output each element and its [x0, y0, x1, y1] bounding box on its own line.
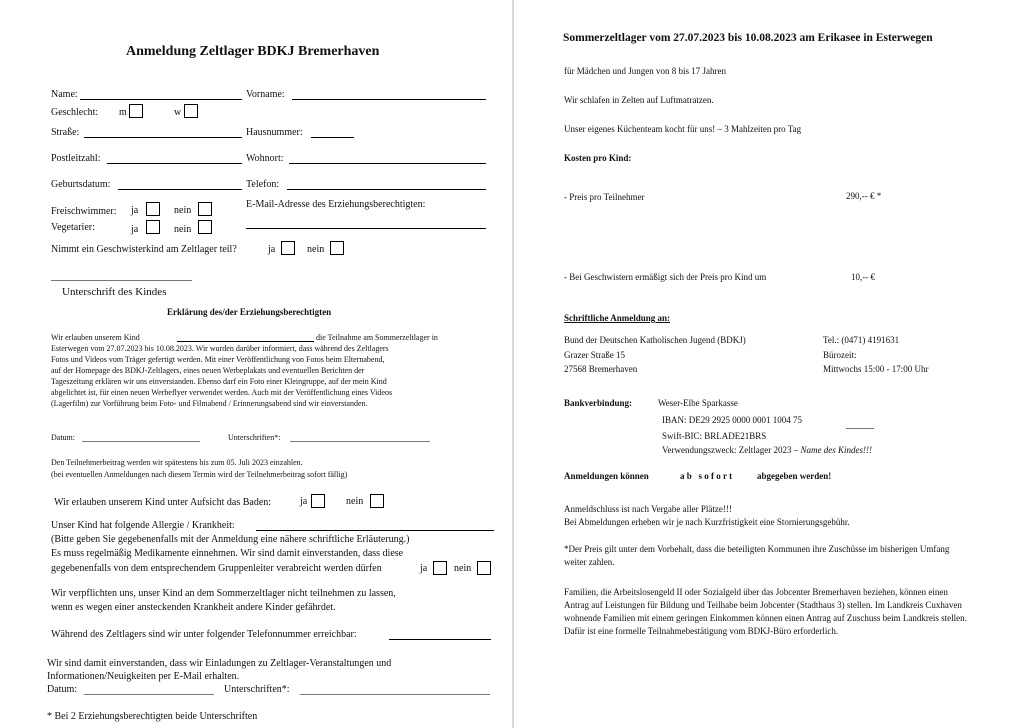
declaration-line: Fotos und Videos vom Träger gefertigt werden. Mit einer Veröffentlichung von Fotos beim Elternabend, — [51, 355, 385, 364]
gender-m-label: m — [119, 107, 127, 118]
price-value: 290,-- € * — [846, 191, 882, 201]
email-consent-line: Wir sind damit einverstanden, dass wir Einladungen zu Zeltlager-Veranstaltungen und — [47, 658, 392, 669]
iban-separator — [846, 428, 874, 429]
strasse-label: Straße: — [51, 127, 80, 138]
geburtsdatum-field[interactable] — [118, 189, 242, 190]
bank-label: Bankverbindung: — [564, 398, 633, 408]
sibling-discount-value: 10,-- € — [851, 272, 875, 282]
subsidy-note: Familien, die Arbeitslosengeld II oder Sozialgeld über das Jobcenter Bremerhaven beziehen, können einen Antrag auf Leistungen für Bildung und Teilhabe beim Jobcenter (Stadthaus 3) stellen. Im Landkreis Cuxhaven wohnende Familien mit einem geringen Einkommen können einen Antrag auf Zuschuss beim Landkreis stellen. Dafür ist eine formelle Teilnahmebestätigung vom BDKJ-Büro erforderlich. — [564, 587, 967, 636]
costs-title: Kosten pro Kind: — [564, 153, 632, 163]
gender-w-label: w — [174, 107, 182, 118]
intro-line: Unser eigenes Küchenteam kocht für uns! – 3 Mahlzeiten pro Tag — [564, 124, 802, 134]
declaration-text-start: Wir erlauben unserem Kind — [51, 333, 140, 342]
form-title: Anmeldung Zeltlager BDKJ Bremerhaven — [126, 44, 380, 59]
gender-m-checkbox[interactable] — [129, 104, 143, 118]
geschlecht-label: Geschlecht: — [51, 107, 99, 118]
plz-field[interactable] — [107, 163, 242, 164]
register-now-suffix: abgegeben werden! — [757, 471, 832, 481]
child-signature-line[interactable] — [51, 280, 192, 281]
declaration-line: Tageszeitung erklären wir uns einverstanden. Ebenso darf ein Foto einer Kleingruppe, auf der mein Kind — [51, 377, 387, 386]
medication-nein-checkbox[interactable] — [477, 561, 491, 575]
payment-reference-name: Name des Kindes!!! — [800, 445, 872, 455]
declaration-text-end: die Teilnahme am Sommerzeltlager in — [316, 333, 438, 342]
contact-line: Tel.: (0471) 4191631 — [823, 335, 900, 345]
register-now-emphasis: a b s o f o r t — [680, 471, 733, 481]
payment-reference — [662, 445, 872, 456]
info-title: Sommerzeltlager vom 27.07.2023 bis 10.08.2023 am Erikasee in Esterwegen — [563, 32, 933, 44]
allergie-label: Unser Kind hat folgende Allergie / Krankheit: — [51, 520, 235, 531]
vegetarier-nein-label: nein — [174, 224, 192, 235]
telefon-field[interactable] — [287, 189, 486, 190]
phone-during-camp-field[interactable] — [389, 639, 491, 640]
register-now-prefix: Anmeldungen können — [564, 471, 649, 481]
telefon-label: Telefon: — [246, 179, 280, 190]
vorname-label: Vorname: — [246, 89, 285, 100]
declaration-line: Esterwegen vom 27.07.2023 bis 10.08.2023. Wir wurden darüber informiert, dass während des Zeltlagers — [51, 344, 389, 353]
allergie-line: (Bitte geben Sie gegebenenfalls mit der Anmeldung eine nähere schriftliche Erläuterung.) — [51, 534, 410, 545]
allergie-line: Es muss regelmäßig Medikamente einnehmen. Wir sind damit einverstanden, dass diese — [51, 548, 404, 559]
baden-nein-label: nein — [346, 496, 364, 507]
freischwimmer-ja-checkbox[interactable] — [146, 202, 160, 216]
freischwimmer-nein-label: nein — [174, 205, 192, 216]
geschwister-nein-checkbox[interactable] — [330, 241, 344, 255]
geschwister-nein-label: nein — [307, 244, 325, 255]
info-page — [514, 0, 1024, 728]
sibling-discount-label: - Bei Geschwistern ermäßigt sich der Preis pro Kind um — [564, 272, 767, 282]
declaration-line: (Lagerfilm) zur Vorführung beim Foto- und Filmabend / Erinnerungsabend sind wir einverstanden. — [51, 399, 368, 408]
phone-during-camp-label: Während des Zeltlagers sind wir unter folgender Telefonnummer erreichbar: — [51, 629, 357, 640]
declaration-child-name-field[interactable] — [177, 341, 314, 342]
footnote: * Bei 2 Erziehungsberechtigten beide Unterschriften — [47, 711, 258, 722]
medication-ja-label: ja — [420, 563, 428, 574]
allergie-field[interactable] — [256, 530, 494, 531]
email-field[interactable] — [246, 228, 486, 229]
vegetarier-nein-checkbox[interactable] — [198, 220, 212, 234]
registration-address-title: Schriftliche Anmeldung an: — [564, 313, 671, 323]
datum-field-1[interactable] — [82, 441, 200, 442]
baden-ja-checkbox[interactable] — [311, 494, 325, 508]
vegetarier-ja-label: ja — [131, 224, 139, 235]
price-reservation-note: *Der Preis gilt unter dem Vorbehalt, dass die beteiligten Kommunen ihre Zuschüsse im bisherigen Umfang weiter zahlen. — [564, 544, 950, 567]
payment-note: Den Teilnehmerbeitrag werden wir spätestens bis zum 05. Juli 2023 einzahlen. — [51, 458, 303, 467]
contact-line: Mittwochs 15:00 - 17:00 Uhr — [823, 364, 929, 374]
email-consent-line: Informationen/Neuigkeiten per E-Mail erhalten. — [47, 671, 240, 682]
allergie-line: gegebenenfalls von dem entsprechendem Gruppenleiter verabreicht werden dürfen — [51, 563, 382, 574]
bank-name: Weser-Elbe Sparkasse — [658, 398, 738, 408]
address-line: 27568 Bremerhaven — [564, 364, 638, 374]
deadline-line: Bei Abmeldungen erheben wir je nach Kurzfristigkeit eine Stornierungsgebühr. — [564, 517, 850, 527]
signature-field-1[interactable] — [290, 441, 430, 442]
vegetarier-ja-checkbox[interactable] — [146, 220, 160, 234]
datum-field-2[interactable] — [84, 694, 214, 695]
obligation-line: wenn es wegen einer ansteckenden Krankheit andere Kinder gefährdet. — [51, 602, 336, 613]
wohnort-field[interactable] — [289, 163, 486, 164]
declaration-title: Erklärung des/der Erziehungsberechtigten — [167, 307, 332, 317]
medication-nein-label: nein — [454, 563, 472, 574]
price-label: - Preis pro Teilnehmer — [564, 192, 645, 202]
geburtsdatum-label: Geburtsdatum: — [51, 179, 111, 190]
child-signature-label: Unterschrift des Kindes — [62, 286, 167, 298]
signature-field-2[interactable] — [300, 694, 490, 695]
bic: Swift-BIC: BRLADE21BRS — [662, 431, 767, 441]
deadline-line: Anmeldschluss ist nach Vergabe aller Plätze!!! — [564, 504, 732, 514]
baden-nein-checkbox[interactable] — [370, 494, 384, 508]
obligation-line: Wir verpflichten uns, unser Kind an dem Sommerzeltlager nicht teilnehmen zu lassen, — [51, 588, 396, 599]
payment-reference-prefix: Verwendungszweck: Zeltlager 2023 – — [662, 445, 801, 455]
wohnort-label: Wohnort: — [246, 153, 284, 164]
geschwister-ja-checkbox[interactable] — [281, 241, 295, 255]
unterschriften-label-1: Unterschriften*: — [228, 433, 281, 442]
datum-label-1: Datum: — [51, 433, 75, 442]
intro-line: Wir schlafen in Zelten auf Luftmatratzen. — [564, 95, 714, 105]
intro-line: für Mädchen und Jungen von 8 bis 17 Jahren — [564, 66, 726, 76]
address-line: Bund der Deutschen Katholischen Jugend (BDKJ) — [564, 335, 746, 345]
geschwister-label: Nimmt ein Geschwisterkind am Zeltlager teil? — [51, 244, 237, 255]
plz-label: Postleitzahl: — [51, 153, 101, 164]
address-line: Grazer Straße 15 — [564, 350, 625, 360]
hausnummer-label: Hausnummer: — [246, 127, 303, 138]
medication-ja-checkbox[interactable] — [433, 561, 447, 575]
declaration-line: abgelichtet ist, für einen neuen Werbeflyer verwendet werden. Auch mit der Veröffentlichung eines Videos — [51, 388, 393, 397]
iban: IBAN: DE29 2925 0000 0001 1004 75 — [662, 415, 802, 425]
freischwimmer-label: Freischwimmer: — [51, 206, 117, 217]
payment-note: (bei eventuellen Anmeldungen nach diesem Termin wird der Teilnehmerbeitrag sofort fällig) — [51, 470, 348, 479]
declaration-line: auf der Homepage des BDKJ-Zeltlagers, eines neuen Werbeplakats und eventuellen Berichten der — [51, 366, 365, 375]
email-label: E-Mail-Adresse des Erziehungsberechtigten: — [246, 199, 426, 210]
name-label: Name: — [51, 89, 78, 100]
datum-label-2: Datum: — [47, 684, 77, 695]
hausnummer-field[interactable] — [311, 137, 354, 138]
gender-w-checkbox[interactable] — [184, 104, 198, 118]
baden-ja-label: ja — [300, 496, 308, 507]
name-field[interactable] — [80, 99, 242, 100]
vegetarier-label: Vegetarier: — [51, 222, 95, 233]
strasse-field[interactable] — [84, 137, 242, 138]
vorname-field[interactable] — [292, 99, 486, 100]
freischwimmer-nein-checkbox[interactable] — [198, 202, 212, 216]
contact-line: Bürozeit: — [823, 350, 857, 360]
geschwister-ja-label: ja — [268, 244, 276, 255]
freischwimmer-ja-label: ja — [131, 205, 139, 216]
baden-label: Wir erlauben unserem Kind unter Aufsicht das Baden: — [54, 497, 272, 508]
unterschriften-label-2: Unterschriften*: — [224, 684, 290, 695]
